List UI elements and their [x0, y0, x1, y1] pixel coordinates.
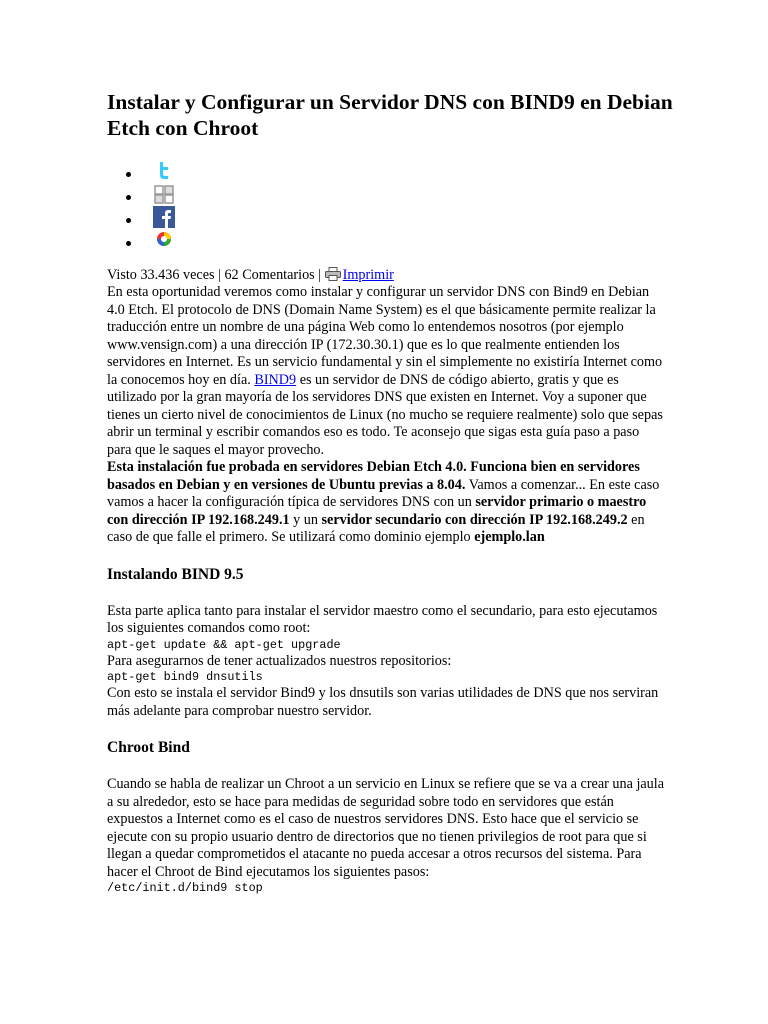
intro-paragraph — [107, 284, 667, 459]
note-text: y un — [289, 511, 322, 528]
section-heading-chroot: Chroot Bind — [107, 739, 190, 756]
view-count: Visto 33.436 veces — [107, 267, 215, 283]
delicious-icon[interactable] — [153, 183, 175, 205]
article-meta — [107, 266, 667, 284]
list-bullet — [126, 195, 131, 200]
chroot-paragraph: Cuando se habla de realizar un Chroot a un servicio en Linux se refiere que se va a crear una jaula a su alrededor, esto se hace para medidas de seguridad sobre todo en servidores que están expuestos a Internet como es el caso de nuestros servidores DNS. Esto hace que el servicio se ejecute con su propio usuario dentro de directorios que no tienen privilegios de root para que si llegan a quedar comprometidos el atacante no pueda accesar a otros recursos del sistema. Para hacer el Chroot de Bind ejecutamos los siguientes pasos: — [107, 776, 665, 880]
note-paragraph — [107, 459, 667, 547]
print-link[interactable]: Imprimir — [342, 267, 394, 283]
code-install: apt-get bind9 dnsutils — [107, 670, 263, 684]
secondary-server: servidor secundario con dirección IP 192.168.249.2 — [321, 511, 628, 528]
note-text: en caso de que falle el primero. Se utilizará como dominio ejemplo — [107, 511, 645, 545]
note-text: Vamos a comenzar... En este caso vamos a hacer la configuración típica de servidores DNS con un — [107, 476, 660, 510]
code-stop: /etc/init.d/bind9 stop — [107, 881, 263, 895]
install-paragraph: Con esto se instala el servidor Bind9 y los dnsutils son varias utilidades de DNS que nos serviran más adelante para comprobar nuestro servidor. — [107, 685, 659, 719]
intro-text: es un servidor de DNS de código abierto, gratis y que es utilizado por la gran mayoría de los servidores DNS que existen en Internet. Voy a suponer que tienes un cierto nivel de conocimientos de Linux (no mucho se requiere realmente) solo que sepas abrir un terminal y escribir comandos eso es todo. Te aconsejo que sigas esta guía paso a paso para que le saques el mayor provecho. — [107, 371, 663, 458]
page-title: Instalar y Configurar un Servidor DNS con BIND9 en Debian Etch con Chroot — [107, 90, 673, 140]
bind9-link[interactable]: BIND9 — [254, 371, 297, 388]
article-body — [107, 266, 667, 896]
list-bullet — [126, 218, 131, 223]
comment-count[interactable]: 62 Comentarios — [224, 267, 315, 283]
printer-icon[interactable] — [325, 267, 341, 281]
install-paragraph: Esta parte aplica tanto para instalar el servidor maestro como el secundario, para esto ejecutamos los siguientes comandos como root: — [107, 602, 658, 636]
meta-separator: | — [214, 267, 225, 283]
code-update: apt-get update && apt-get upgrade — [107, 637, 341, 652]
example-domain: ejemplo.lan — [474, 529, 545, 545]
meta-separator: | — [314, 267, 325, 283]
google-buzz-icon[interactable] — [153, 229, 175, 251]
tested-note: Esta instalación fue probada en servidores Debian Etch 4.0. Funciona bien en servidores basados en Debian y en versiones de Ubuntu previas a 8.04. — [107, 459, 640, 493]
install-paragraph: Para asegurarnos de tener actualizados nuestros repositorios: — [107, 652, 452, 669]
list-bullet — [126, 172, 131, 177]
facebook-icon[interactable] — [153, 206, 175, 228]
primary-server: servidor primario o maestro con dirección IP 192.168.249.1 — [107, 494, 647, 528]
list-bullet — [126, 241, 131, 246]
twitter-icon[interactable] — [153, 160, 175, 182]
intro-text: En esta oportunidad veremos como instalar y configurar un servidor DNS con Bind9 en Debian 4.0 Etch. El protocolo de DNS (Domain Name System) es el que básicamente permite realizar la traducción entre un nombre de una página Web como lo entendemos nosotros (por ejemplo www.vensign.com) a una dirección IP (172.30.30.1) que es lo que realmente entienden los servidores en Internet. Es un servicio fundamental y sin el simplemente no existiría Internet como la conocemos hoy en día. — [107, 284, 663, 388]
section-heading-install: Instalando BIND 9.5 — [107, 565, 244, 583]
